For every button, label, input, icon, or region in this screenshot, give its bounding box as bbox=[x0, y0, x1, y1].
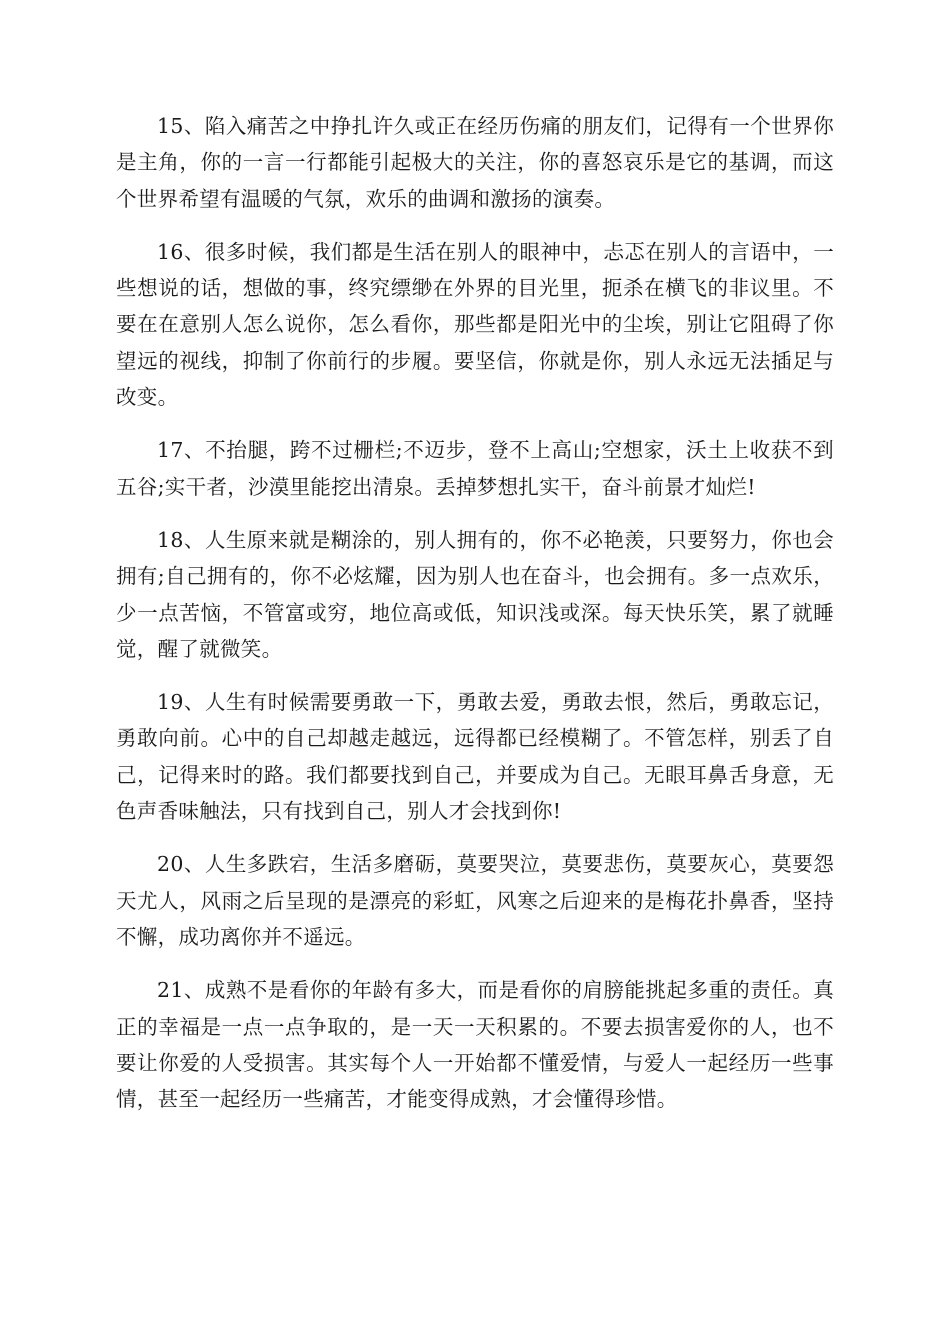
paragraph-16: 16、很多时候，我们都是生活在别人的眼神中，忐忑在别人的言语中，一些想说的话，想做的事，终究缥缈在外界的目光里，扼杀在横飞的非议里。不要在在意别人怎么说你，怎么看你，那些都是阳光中的尘埃，别让它阻碍了你望远的视线，抑制了你前行的步履。要坚信，你就是你，别人永远无法插足与改变。 bbox=[116, 239, 834, 410]
paragraph-19: 19、人生有时候需要勇敢一下，勇敢去爱，勇敢去恨，然后，勇敢忘记，勇敢向前。心中的自己却越走越远，远得都已经模糊了。不管怎样，别丢了自己，记得来时的路。我们都要找到自己，并要成为自己。无眼耳鼻舌身意，无色声香味触法，只有找到自己，别人才会找到你! bbox=[116, 690, 834, 824]
paragraph-20: 20、人生多跌宕，生活多磨砺，莫要哭泣，莫要悲伤，莫要灰心，莫要怨天尤人，风雨之后呈现的是漂亮的彩虹，风寒之后迎来的是梅花扑鼻香，坚持不懈，成功离你并不遥远。 bbox=[116, 852, 834, 949]
paragraph-18: 18、人生原来就是糊涂的，别人拥有的，你不必艳羡，只要努力，你也会拥有;自己拥有的，你不必炫耀，因为别人也在奋斗，也会拥有。多一点欢乐，少一点苦恼，不管富或穷，地位高或低，知识浅或深。每天快乐笑，累了就睡觉，醒了就微笑。 bbox=[116, 527, 834, 661]
paragraph-15: 15、陷入痛苦之中挣扎许久或正在经历伤痛的朋友们，记得有一个世界你是主角，你的一言一行都能引起极大的关注，你的喜怒哀乐是它的基调，而这个世界希望有温暖的气氛，欢乐的曲调和激扬的演奏。 bbox=[116, 114, 834, 211]
paragraph-21: 21、成熟不是看你的年龄有多大，而是看你的肩膀能挑起多重的责任。真正的幸福是一点一点争取的，是一天一天积累的。不要去损害爱你的人，也不要让你爱的人受损害。其实每个人一开始都不懂爱情，与爱人一起经历一些事情，甚至一起经历一些痛苦，才能变得成熟，才会懂得珍惜。 bbox=[116, 978, 834, 1112]
paragraph-17: 17、不抬腿，跨不过栅栏;不迈步，登不上高山;空想家，沃土上收获不到五谷;实干者，沙漠里能挖出清泉。丢掉梦想扎实干，奋斗前景才灿烂! bbox=[116, 438, 834, 499]
